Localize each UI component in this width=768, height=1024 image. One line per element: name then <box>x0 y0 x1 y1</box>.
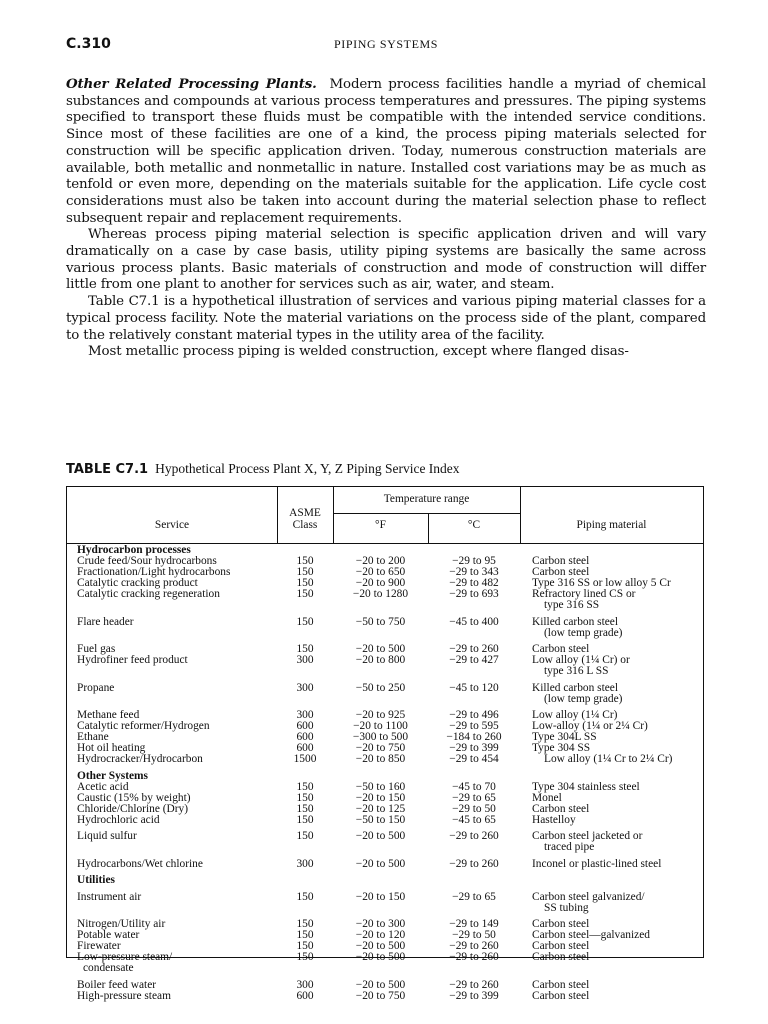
table-label: TABLE C7.1 <box>66 462 149 477</box>
table-row <box>67 617 703 628</box>
temp-f-cell: −20 to 750 <box>355 742 406 754</box>
temp-f-cell <box>333 694 428 705</box>
table-row <box>67 815 703 826</box>
temp-c-cell: −29 to 65 <box>452 791 496 804</box>
temp-c-cell: −29 to 496 <box>449 709 499 721</box>
temp-f-cell: −20 to 850 <box>355 753 406 765</box>
service-cell: High-pressure steam <box>77 989 171 1002</box>
material-cell: Killed carbon steel <box>532 615 619 628</box>
asme-class-cell: 300 <box>296 654 314 666</box>
service-cell: Crude feed/Sour hydrocarbons <box>77 555 217 567</box>
table-row <box>67 980 703 991</box>
table-body <box>67 545 703 1002</box>
service-index-table <box>66 486 704 1002</box>
service-cell: Nitrogen/Utility air <box>77 918 166 930</box>
temp-c-cell: −29 to 454 <box>449 753 499 765</box>
service-cell: Chloride/Chlorine (Dry) <box>77 802 189 815</box>
temp-c-cell: −29 to 149 <box>449 918 499 930</box>
material-cell <box>520 963 700 974</box>
material-cell: Carbon steel—galvanized <box>532 929 650 941</box>
temp-c-cell: −29 to 50 <box>452 802 496 815</box>
temp-c-cell <box>428 963 520 974</box>
service-cell <box>67 600 277 611</box>
asme-class-cell: 300 <box>296 857 314 870</box>
header-asme-line2: Class <box>292 519 318 531</box>
temp-c-cell: −29 to 50 <box>452 929 496 941</box>
service-cell: Ethane <box>77 731 109 743</box>
table-row-continuation <box>67 666 703 677</box>
temp-f-cell: −20 to 125 <box>355 802 406 815</box>
temp-f-cell <box>333 600 428 611</box>
asme-class-cell <box>277 694 333 705</box>
temp-f-cell: −20 to 500 <box>355 978 406 991</box>
service-cell <box>67 628 277 639</box>
service-cell: Hydrofiner feed product <box>77 654 188 666</box>
paragraph-4: Most metallic process piping is welded construction, except where flanged disas- <box>88 344 629 360</box>
material-cell: Monel <box>532 791 562 804</box>
temp-c-cell: −29 to 399 <box>449 989 499 1002</box>
paragraph-2: Whereas process piping material selection is specific application driven and will vary dramatically on a case by case basis, utility piping systems are basically the same across various process plants. Basic materials of construction and mode of construction will differ little from one plant to another for services such as air, water, and steam. <box>66 227 706 293</box>
asme-class-cell: 150 <box>296 791 314 804</box>
material-cell: Hastelloy <box>532 813 576 826</box>
temp-f-cell: −20 to 500 <box>355 857 406 870</box>
section-heading: Utilities <box>77 874 115 886</box>
asme-class-cell <box>277 842 333 853</box>
service-cell: Catalytic reformer/Hydrogen <box>77 720 210 732</box>
paragraph-text: Modern process facilities handle a myriad of chemical substances and compounds at various process temperatures and pressures. The piping systems specified to transport these fluids must be compatible with the intended service conditions. Since most of these facilities are one of a kind, the process piping materials selected for construction will be specific application driven. Today, numerous construction materials are available, both metallic and nonmetallic in nature. Installed cost variations may be as much as tenfold or even more, depending on the materials suitable for the application. Life cycle cost considerations must also be taken into account during the material selection phase to reflect subsequent repair and replacement requirements. <box>66 77 706 226</box>
temp-f-cell: −20 to 200 <box>355 555 406 567</box>
service-cell: Methane feed <box>77 709 140 721</box>
service-cell: Hydrochloric acid <box>77 813 160 826</box>
temp-c-cell: −29 to 95 <box>452 555 496 567</box>
material-cell: (low temp grade) <box>544 626 623 639</box>
service-cell: Firewater <box>77 940 121 952</box>
temp-f-cell: −50 to 750 <box>355 615 406 628</box>
table-header <box>67 487 703 544</box>
temp-f-cell <box>333 666 428 677</box>
paragraph-1 <box>66 76 706 227</box>
temp-c-cell: −45 to 120 <box>449 681 499 694</box>
temp-f-cell: −50 to 160 <box>355 780 406 793</box>
service-cell: condensate <box>83 962 134 974</box>
material-cell: Carbon steel <box>532 989 590 1002</box>
material-cell: Carbon steel <box>532 643 590 655</box>
runin-heading: Other Related Processing Plants. <box>66 76 317 92</box>
temp-c-cell <box>428 842 520 853</box>
asme-class-cell: 300 <box>296 978 314 991</box>
temp-c-cell: −29 to 260 <box>449 951 499 963</box>
temp-f-cell: −20 to 650 <box>355 566 406 578</box>
asme-class-cell <box>277 903 333 914</box>
temp-f-cell <box>333 903 428 914</box>
material-cell: Type 304L SS <box>532 731 597 743</box>
temp-c-cell: −184 to 260 <box>446 731 502 743</box>
header-asme <box>277 507 333 531</box>
temp-c-cell <box>428 666 520 677</box>
asme-class-cell: 150 <box>296 643 314 655</box>
material-cell: Carbon steel galvanized/ <box>532 890 645 903</box>
asme-class-cell: 150 <box>296 588 314 600</box>
asme-class-cell <box>277 963 333 974</box>
material-cell: Carbon steel <box>532 802 590 815</box>
asme-class-cell: 150 <box>296 780 314 793</box>
page-header <box>66 36 706 56</box>
service-cell: Caustic (15% by weight) <box>77 791 191 804</box>
material-cell: Type 316 SS or low alloy 5 Cr <box>532 577 671 589</box>
temp-f-cell: −20 to 300 <box>355 918 406 930</box>
service-cell: Liquid sulfur <box>77 830 137 842</box>
asme-class-cell: 150 <box>296 577 314 589</box>
temp-c-cell: −29 to 427 <box>449 654 499 666</box>
paragraph-3: Table C7.1 is a hypothetical illustration of services and various piping material classes for a typical process facility. Note the material variations on the process side of the plant, compared to the relatively constant material types in the utility area of the facility. <box>66 294 706 343</box>
asme-class-cell: 150 <box>296 615 314 628</box>
service-cell: Hydrocracker/Hydrocarbon <box>77 753 203 765</box>
table-row <box>67 804 703 815</box>
asme-class-cell: 600 <box>296 989 314 1002</box>
body-text <box>66 76 706 361</box>
table-caption <box>66 461 706 477</box>
temp-c-cell: −29 to 260 <box>449 940 499 952</box>
asme-class-cell: 150 <box>296 918 314 930</box>
service-cell: Flare header <box>77 615 134 628</box>
table-row <box>67 589 703 600</box>
table-row-continuation <box>67 694 703 705</box>
asme-class-cell: 150 <box>296 890 314 903</box>
temp-f-cell: −50 to 150 <box>355 813 406 826</box>
service-cell: Boiler feed water <box>77 978 157 991</box>
temp-c-cell: −29 to 260 <box>449 830 499 842</box>
temp-c-cell: −29 to 482 <box>449 577 499 589</box>
asme-class-cell: 300 <box>296 709 314 721</box>
temp-f-cell: −20 to 925 <box>355 709 406 721</box>
table-row <box>67 892 703 903</box>
material-cell: Low-alloy (1¼ or 2¼ Cr) <box>532 720 648 732</box>
asme-class-cell <box>277 666 333 677</box>
table-title: Hypothetical Process Plant X, Y, Z Piping Service Index <box>155 461 460 476</box>
table-row <box>67 859 703 870</box>
asme-class-cell: 150 <box>296 555 314 567</box>
table-row-continuation <box>67 842 703 853</box>
section-heading: Hydrocarbon processes <box>77 544 191 556</box>
header-temperature-range: Temperature range <box>383 493 470 505</box>
service-cell <box>67 903 277 914</box>
temp-c-cell: −29 to 260 <box>449 857 499 870</box>
asme-class-cell <box>277 600 333 611</box>
header-piping-material: Piping material <box>576 519 647 531</box>
asme-class-cell: 150 <box>296 929 314 941</box>
table-row-continuation <box>67 600 703 611</box>
temp-f-cell: −20 to 500 <box>355 940 406 952</box>
service-cell <box>67 694 277 705</box>
running-head: PIPING SYSTEMS <box>333 37 439 51</box>
temp-f-cell: −20 to 150 <box>355 890 406 903</box>
temp-c-cell: −29 to 65 <box>452 890 496 903</box>
temp-c-cell <box>428 694 520 705</box>
asme-class-cell: 150 <box>296 802 314 815</box>
temp-f-cell: −20 to 900 <box>355 577 406 589</box>
material-cell: Low alloy (1¼ Cr to 2¼ Cr) <box>544 753 673 765</box>
service-cell: Instrument air <box>77 890 142 903</box>
temp-c-cell: −29 to 399 <box>449 742 499 754</box>
service-cell: Catalytic cracking product <box>77 577 198 589</box>
service-cell: Acetic acid <box>77 780 129 793</box>
asme-class-cell: 600 <box>296 731 314 743</box>
service-cell: Fuel gas <box>77 643 116 655</box>
table-row <box>67 991 703 1002</box>
temp-f-cell: −20 to 500 <box>355 643 406 655</box>
service-cell: Hydrocarbons/Wet chlorine <box>77 857 203 870</box>
temp-f-cell: −20 to 500 <box>355 830 406 842</box>
material-cell: Refractory lined CS or <box>532 588 636 600</box>
asme-class-cell: 600 <box>296 720 314 732</box>
material-cell: (low temp grade) <box>544 692 623 705</box>
table-row-continuation <box>67 903 703 914</box>
material-cell: traced pipe <box>544 841 595 853</box>
service-cell: Low-pressure steam/ <box>77 951 173 963</box>
material-cell: Carbon steel <box>532 978 590 991</box>
header-asme-line1: ASME <box>289 507 321 519</box>
table-row-continuation <box>67 628 703 639</box>
service-cell: Hot oil heating <box>77 742 146 754</box>
column-divider <box>520 487 521 543</box>
asme-class-cell: 150 <box>296 940 314 952</box>
temp-f-cell: −20 to 120 <box>355 929 406 941</box>
temp-c-cell: −45 to 400 <box>449 615 499 628</box>
asme-class-cell: 150 <box>296 813 314 826</box>
temp-f-cell: −20 to 500 <box>355 951 406 963</box>
material-cell: Inconel or plastic-lined steel <box>532 857 662 870</box>
temp-c-cell <box>428 600 520 611</box>
service-cell: Catalytic cracking regeneration <box>77 588 220 600</box>
page-number: C.310 <box>66 36 111 52</box>
temp-c-cell <box>428 903 520 914</box>
temp-c-cell: −29 to 343 <box>449 566 499 578</box>
service-cell <box>67 666 277 677</box>
asme-class-cell <box>277 628 333 639</box>
service-cell <box>67 842 277 853</box>
temp-f-cell: −300 to 500 <box>352 731 409 743</box>
asme-class-cell: 1500 <box>293 753 317 765</box>
temp-f-cell: −50 to 250 <box>355 681 406 694</box>
temp-c-cell: −29 to 260 <box>449 978 499 991</box>
material-cell: Carbon steel <box>532 918 590 930</box>
asme-class-cell: 600 <box>296 742 314 754</box>
temp-c-cell: −29 to 595 <box>449 720 499 732</box>
asme-class-cell: 150 <box>296 566 314 578</box>
temp-f-cell: −20 to 1280 <box>352 588 409 600</box>
section-heading: Other Systems <box>77 769 148 782</box>
material-cell: SS tubing <box>544 901 589 914</box>
asme-class-cell: 150 <box>296 830 314 842</box>
temp-c-cell: −29 to 260 <box>449 643 499 655</box>
service-cell: Fractionation/Light hydrocarbons <box>77 566 231 578</box>
material-cell: Carbon steel jacketed or <box>532 830 643 842</box>
asme-class-cell: 300 <box>296 681 314 694</box>
material-cell: type 316 SS <box>544 599 600 611</box>
temp-c-cell: −45 to 70 <box>452 780 496 793</box>
temp-f-cell: −20 to 1100 <box>353 720 408 732</box>
temp-f-cell <box>333 842 428 853</box>
material-cell: Carbon steel <box>532 951 590 963</box>
temp-c-cell: −29 to 693 <box>449 588 499 600</box>
material-cell: type 316 L SS <box>544 665 609 677</box>
material-cell: Low alloy (1¼ Cr) or <box>532 654 630 666</box>
table-row <box>67 683 703 694</box>
temp-c-cell: −45 to 65 <box>452 813 496 826</box>
service-cell: Potable water <box>77 929 140 941</box>
header-fahrenheit: °F <box>375 519 386 531</box>
material-cell: Killed carbon steel <box>532 681 619 694</box>
table-row <box>67 793 703 804</box>
temp-f-cell: −20 to 750 <box>355 989 406 1002</box>
material-cell: Type 304 SS <box>532 742 591 754</box>
table-row <box>67 782 703 793</box>
asme-class-cell: 150 <box>296 951 314 963</box>
service-cell: Propane <box>77 681 115 694</box>
table-row <box>67 754 703 765</box>
material-cell: Carbon steel <box>532 555 590 567</box>
material-cell: Type 304 stainless steel <box>532 780 640 793</box>
temp-f-cell: −20 to 800 <box>355 654 406 666</box>
header-celsius: °C <box>467 519 481 531</box>
temp-f-cell <box>333 628 428 639</box>
header-service: Service <box>154 519 190 531</box>
material-cell: Carbon steel <box>532 940 590 952</box>
header-rule <box>333 513 520 514</box>
table-row-continuation <box>67 963 703 974</box>
material-cell: Low alloy (1¼ Cr) <box>532 709 618 721</box>
table-row <box>67 831 703 842</box>
temp-f-cell: −20 to 150 <box>355 791 406 804</box>
temp-f-cell <box>333 963 428 974</box>
material-cell: Carbon steel <box>532 566 590 578</box>
table-row <box>67 952 703 963</box>
temp-c-cell <box>428 628 520 639</box>
